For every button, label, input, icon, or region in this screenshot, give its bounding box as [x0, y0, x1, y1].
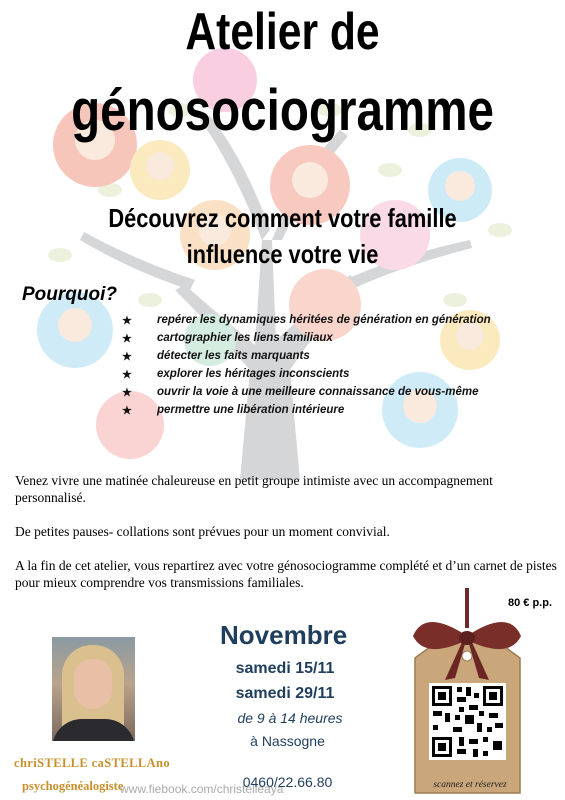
reasons-heading: Pourquoi?	[22, 284, 117, 305]
list-item	[122, 365, 491, 383]
reason-text: ouvrir la voie à une meilleure connaissance de vous-même	[157, 386, 479, 398]
list-item	[122, 383, 491, 401]
event-place: à Nassogne	[250, 733, 325, 749]
reason-text: détecter les faits marquants	[157, 350, 310, 362]
reason-text: permettre une libération intérieure	[157, 404, 345, 416]
page-title-line2: génosociogramme	[71, 78, 494, 143]
reason-text: cartographier les liens familiaux	[157, 332, 333, 344]
outcome-paragraph: A la fin de cet atelier, vous repartirez avec votre génosociogramme complété et d’un carnet de pistes pour mieux comprendre vos transmissions familiales.	[15, 558, 557, 590]
price-tag	[405, 588, 530, 800]
star-icon: ★	[122, 386, 132, 399]
event-hours: de 9 à 14 heures	[237, 710, 343, 726]
watermark-url: www.fiebook.com/christelleaya	[120, 782, 284, 796]
page-title-line1: Atelier de	[185, 3, 380, 61]
event-date-1: samedi 15/11	[235, 660, 335, 677]
star-icon: ★	[122, 350, 132, 363]
star-icon: ★	[122, 314, 132, 327]
reason-text: explorer les héritages inconscients	[157, 368, 350, 380]
list-item	[122, 311, 491, 329]
list-item	[122, 329, 491, 347]
contact-phone: 0460/22.66.80	[242, 774, 333, 790]
subtitle: Découvrez comment votre famille influence votre vie	[108, 203, 457, 269]
presenter-photo	[52, 637, 135, 741]
list-item	[122, 401, 491, 419]
intro-paragraph: Venez vivre une matinée chaleureuse en petit groupe intimiste avec un accompagnement personnalisé.	[15, 473, 493, 505]
reason-text: repérer les dynamiques héritées de génération en génération	[157, 314, 491, 326]
star-icon: ★	[122, 368, 132, 381]
qr-caption: scannez et réservez	[433, 780, 507, 790]
reasons-list	[122, 311, 491, 419]
breaks-paragraph: De petites pauses- collations sont prévues pour un moment convivial.	[15, 524, 390, 539]
star-icon: ★	[122, 404, 132, 417]
price-label: 80 € p.p.	[508, 597, 553, 609]
presenter-role: psychogénéalogiste	[22, 779, 124, 793]
event-date-2: samedi 29/11	[235, 685, 335, 702]
qr-code	[429, 683, 506, 760]
presenter-name: chriSTELLE caSTELLAno	[14, 756, 171, 770]
star-icon: ★	[122, 332, 132, 345]
list-item	[122, 347, 491, 365]
event-month: Novembre	[220, 620, 348, 650]
